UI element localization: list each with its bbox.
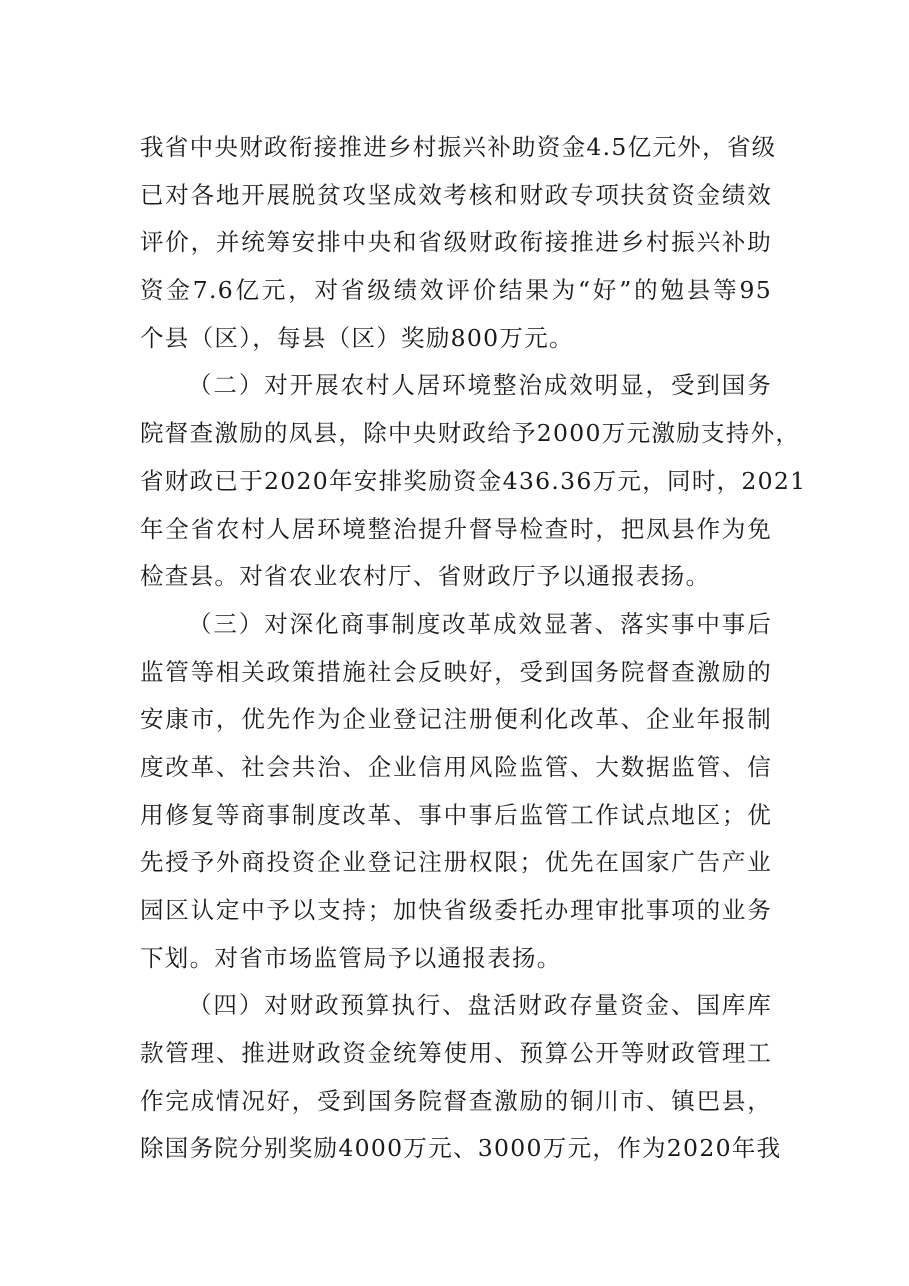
text-line: 已对各地开展脱贫攻坚成效考核和财政专项扶贫资金绩效 — [140, 180, 772, 209]
text-line: 省财政已于2020年安排奖励资金436.36万元，同时，2021 — [140, 466, 807, 495]
paragraph-section-2 — [140, 362, 807, 600]
text-line: 资金7.6亿元，对省级绩效评价结果为“好”的勉县等95 — [140, 276, 772, 305]
text-line: 园区认定中予以支持；加快省级委托办理审批事项的业务 — [140, 896, 772, 924]
paragraph-section-3 — [140, 601, 772, 983]
document-page — [140, 124, 807, 1173]
text-line: 下划。对省市场监管局予以通报表扬。 — [140, 943, 562, 972]
text-line: 度改革、社会共治、企业信用风险监管、大数据监管、信 — [140, 752, 772, 781]
text-line: 年全省农村人居环境整治提升督导检查时，把凤县作为免 — [140, 514, 772, 543]
text-line: （三）对深化商事制度改革成效显著、落实事中事后 — [188, 609, 772, 638]
text-line: 检查县。对省农业农村厅、省财政厅予以通报表扬。 — [140, 562, 711, 591]
text-line: （四）对财政预算执行、盘活财政存量资金、国库库 — [188, 991, 772, 1020]
text-line: 个县（区），每县（区）奖励800万元。 — [140, 323, 574, 352]
text-line: 用修复等商事制度改革、事中事后监管工作试点地区；优 — [140, 800, 772, 829]
text-line: 先授予外商投资企业登记注册权限；优先在国家广告产业 — [140, 848, 772, 877]
text-line: （二）对开展农村人居环境整治成效明显，受到国务 — [188, 371, 772, 400]
text-line: 作完成情况好，受到国务院督查激励的铜川市、镇巴县， — [140, 1086, 772, 1115]
text-line: 我省中央财政衔接推进乡村振兴补助资金4.5亿元外，省级 — [140, 133, 777, 161]
text-line: 除国务院分别奖励4000万元、3000万元，作为2020年我 — [140, 1134, 782, 1163]
text-line: 评价，并统筹安排中央和省级财政衔接推进乡村振兴补助 — [140, 228, 772, 257]
paragraph-section-4 — [140, 982, 782, 1173]
text-line: 安康市，优先作为企业登记注册便利化改革、企业年报制 — [140, 705, 772, 734]
text-line: 院督查激励的凤县，除中央财政给予2000万元激励支持外， — [140, 419, 801, 448]
text-line: 款管理、推进财政资金统筹使用、预算公开等财政管理工 — [140, 1039, 772, 1068]
paragraph-continuation — [140, 124, 777, 362]
text-line: 监管等相关政策措施社会反映好，受到国务院督查激励的 — [140, 657, 772, 686]
